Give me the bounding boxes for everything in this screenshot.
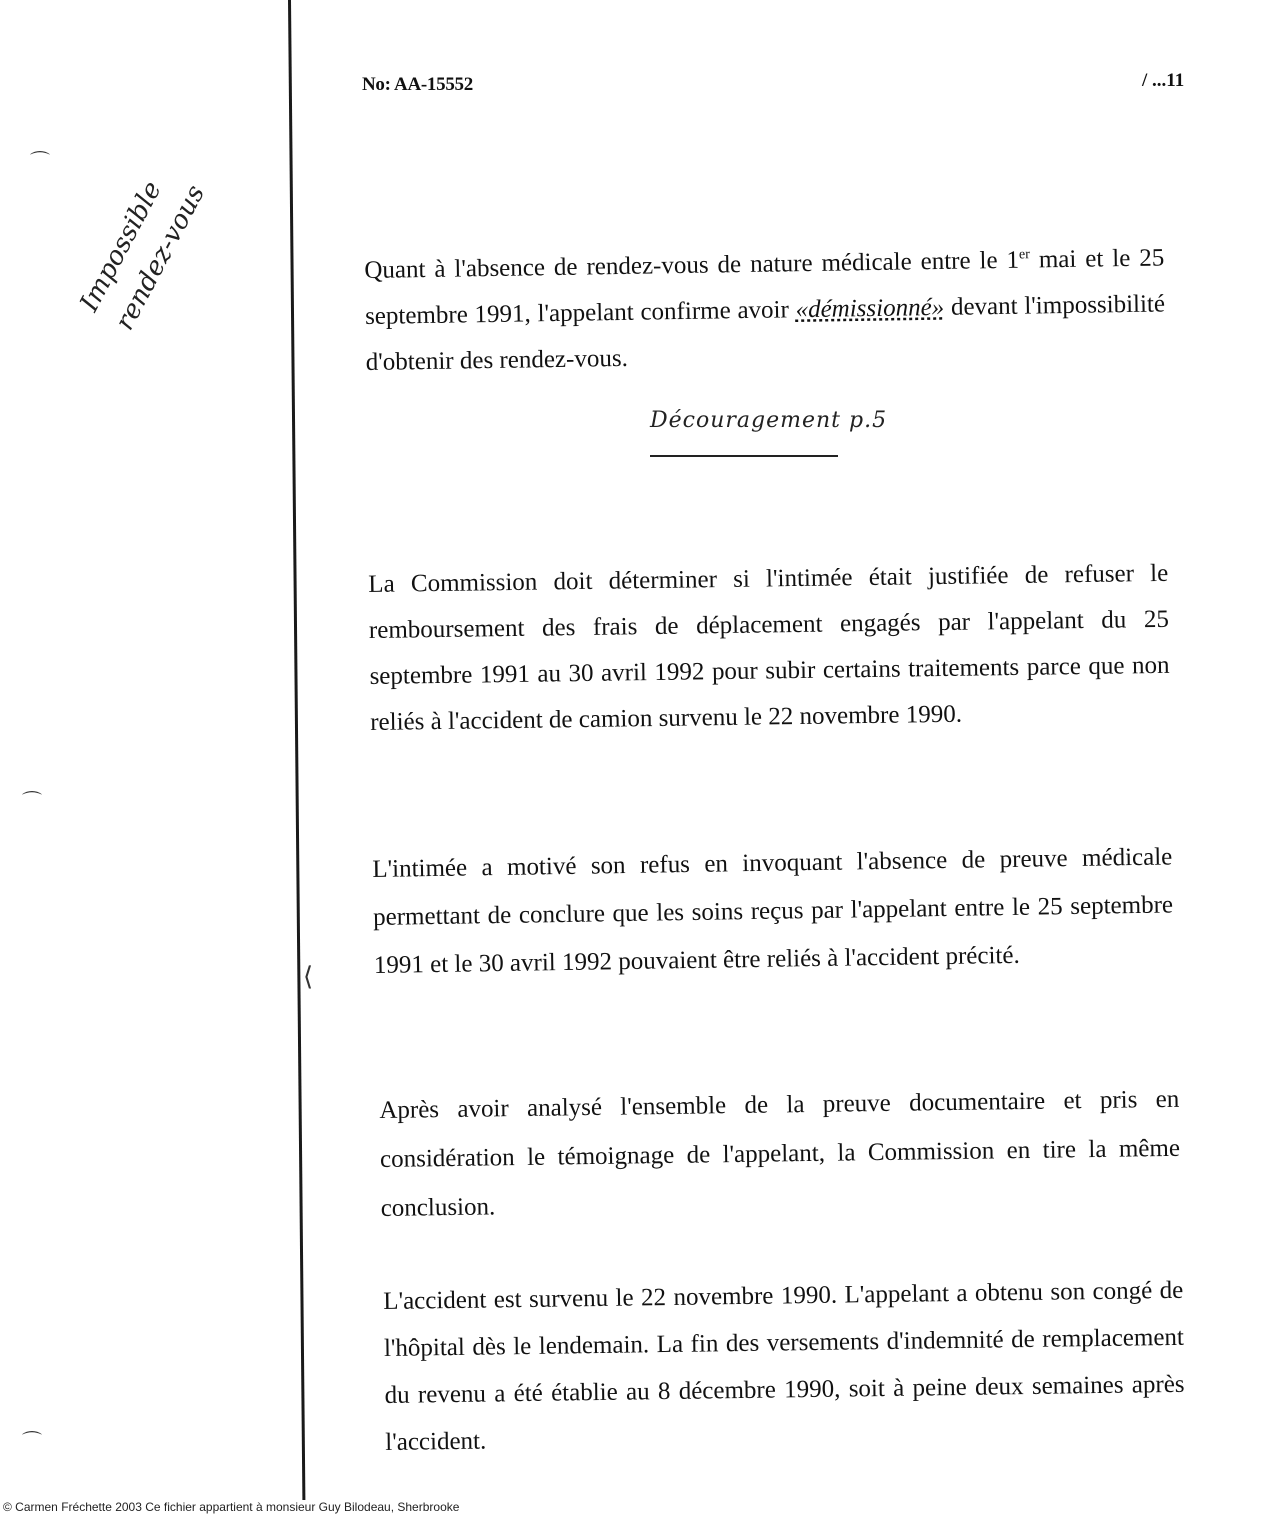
- margin-scribble-mark: ⌒: [22, 791, 42, 813]
- handwritten-center-note: Découragement p.5: [650, 408, 888, 433]
- margin-scribble-mark: ⌒: [22, 1431, 42, 1453]
- ordinal-superscript: er: [1018, 247, 1030, 263]
- paragraph-3: L'intimée a motivé son refus en invoquant l'absence de preuve médicale permettant de conclure que les soins reçus par l'appelant entre le 25 septembre 1991 et le 30 avril 1992 pouvaient être reliés à l'accident précité.: [372, 843, 1174, 979]
- paragraph-1: [364, 235, 1166, 386]
- paragraph-1-text-a: Quant à l'absence de rendez-vous de nature médicale entre le 1: [364, 246, 1020, 284]
- paragraph-2: La Commission doit déterminer si l'intimée était justifiée de refuser le remboursement des frais de déplacement engagés par l'appelant du 25 septembre 1991 au 30 avril 1992 pour subir certains traitements parce que non reliés à l'accident de camion survenu le 22 novembre 1990.: [368, 559, 1170, 736]
- paragraph-4: Après avoir analysé l'ensemble de la preuve documentaire et pris en considération le témoignage de l'appelant, la Commission en tire la même conclusion.: [379, 1085, 1181, 1222]
- margin-bracket-mark: ⟨: [303, 962, 314, 991]
- page-number: / ...11: [1142, 70, 1185, 91]
- quoted-term: «démissionné»: [795, 293, 945, 324]
- paragraph-1-text-c: devant l'impossibilité d'obtenir des rendez-vous.: [365, 290, 1166, 376]
- margin-rule: [288, 0, 305, 1500]
- case-number: No: AA-15552: [362, 74, 473, 95]
- handwritten-underline: [650, 455, 838, 457]
- paragraph-5: L'accident est survenu le 22 novembre 1990. L'appelant a obtenu son congé de l'hôpital dès le lendemain. La fin des versements d'indemnité de remplacement du revenu a été établie au 8 décembre 1990, soit à peine deux semaines après l'accident.: [383, 1276, 1185, 1456]
- paragraph-1-text-b: mai et le 25 septembre 1991, l'appelant confirme avoir: [364, 244, 1165, 330]
- margin-scribble-mark: ⌒: [30, 151, 50, 173]
- copyright-footer: © Carmen Fréchette 2003 Ce fichier appartient à monsieur Guy Bilodeau, Sherbrooke: [3, 1500, 460, 1514]
- handwritten-margin-note: Impossible rendez-vous: [74, 176, 212, 336]
